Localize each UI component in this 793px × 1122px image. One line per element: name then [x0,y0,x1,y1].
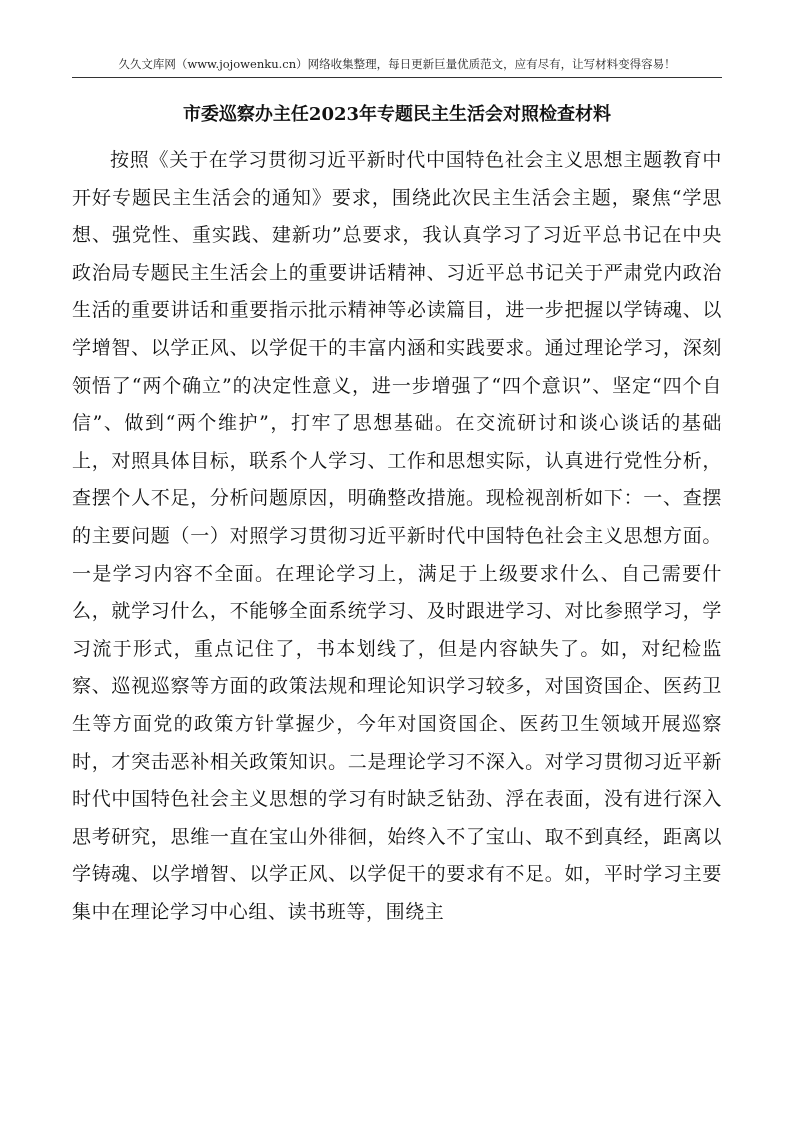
document-body: 按照《关于在学习贯彻习近平新时代中国特色社会主义思想主题教育中开好专题民主生活会的通知》要求，围绕此次民主生活会主题，聚焦“学思想、强党性、重实践、建新功”总要求，我认真学习了习近平总书记在中央政治局专题民主生活会上的重要讲话精神、习近平总书记关于严肃党内政治生活的重要讲话和重要指示批示精神等必读篇目，进一步把握以学铸魂、以学增智、以学正风、以学促干的丰富内涵和实践要求。通过理论学习，深刻领悟了“两个确立”的决定性意义，进一步增强了“四个意识”、坚定“四个自信”、做到“两个维护”，打牢了思想基础。在交流研讨和谈心谈话的基础上，对照具体目标，联系个人学习、工作和思想实际，认真进行党性分析，查摆个人不足，分析问题原因，明确整改措施。现检视剖析如下：一、查摆的主要问题（一）对照学习贯彻习近平新时代中国特色社会主义思想方面。一是学习内容不全面。在理论学习上，满足于上级要求什么、自己需要什么，就学习什么，不能够全面系统学习、及时跟进学习、对比参照学习，学习流于形式，重点记住了，书本划线了，但是内容缺失了。如，对纪检监察、巡视巡察等方面的政策法规和理论知识学习较多，对国资国企、医药卫生等方面党的政策方针掌握少，今年对国资国企、医药卫生领域开展巡察时，才突击恶补相关政策知识。二是理论学习不深入。对学习贯彻习近平新时代中国特色社会主义思想的学习有时缺乏钻劲、浮在表面，没有进行深入思考研究，思维一直在宝山外徘徊，始终入不了宝山、取不到真经，距离以学铸魂、以学增智、以学正风、以学促干的要求有不足。如，平时学习主要集中在理论学习中心组、读书班等，围绕主 [72,149,722,923]
document-title: 市委巡察办主任2023年专题民主生活会对照检查材料 [182,104,612,125]
page-header: 久久文库网（www.jojowenku.cn）网络收集整理，每日更新巨量优质范文，应有尽有，让写材料变得容易！ [72,55,722,78]
